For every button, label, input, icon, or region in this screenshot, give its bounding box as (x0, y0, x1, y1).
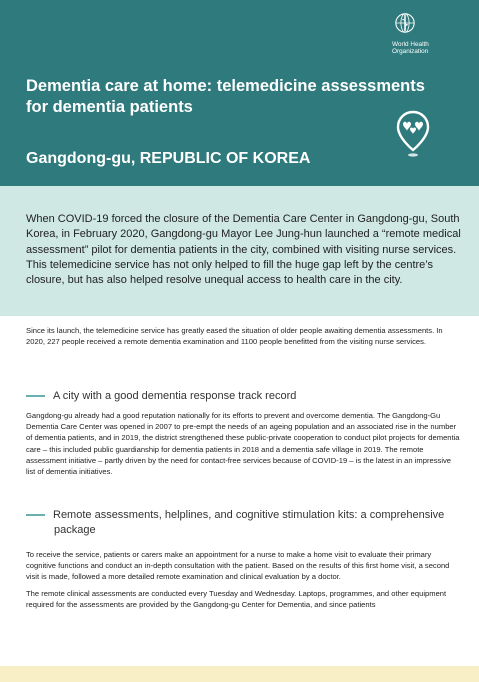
section-heading-track-record (26, 389, 296, 404)
paragraph-clinical-assessments: The remote clinical assessments are conducted every Tuesday and Wednesday. Laptops, programmes, and other equipment required for the assessments are provided by the Gangdong-gu Center for Dementia, and since patients (26, 589, 447, 610)
footer-band (0, 666, 479, 682)
hearts-location-pin-icon (396, 110, 430, 158)
who-logo-line1: World Health (392, 41, 429, 48)
paragraph-launch: Since its launch, the telemedicine service has greatly eased the situation of older people awaiting dementia assessments. In 2020, 227 people received a remote dementia examination and 1100 people benefitted from the visiting nurse services. (26, 326, 443, 347)
section-heading-text-line2: package (54, 523, 96, 536)
page-title: Dementia care at home: telemedicine assessments for dementia patients (26, 77, 425, 116)
who-emblem-icon (394, 12, 416, 34)
header-banner (0, 0, 479, 186)
location-heading: Gangdong-gu, REPUBLIC OF KOREA (26, 150, 311, 167)
paragraph-service-process: To receive the service, patients or carers make an appointment for a nurse to make a home visit to evaluate their primary cognitive functions and conduct an in-depth consultation with the patient. Based on the results of this first home visit, a second visit is made, followed a more detailed remote examination and clinical evaluation by a doctor. (26, 550, 450, 582)
who-logo-text (392, 41, 462, 55)
heading-dash (26, 395, 45, 397)
section-heading-text: Remote assessments, helplines, and cognitive stimulation kits: a comprehensive (53, 509, 445, 521)
heading-dash (26, 514, 45, 516)
who-logo (392, 12, 462, 55)
section-heading-text: A city with a good dementia response track record (53, 390, 297, 402)
section-heading-remote-assessments (26, 508, 446, 537)
paragraph-track-record: Gangdong-gu already had a good reputation nationally for its efforts to prevent and overcome dementia. The Gangdong-Gu Dementia Care Center was opened in 2007 to pre-empt the needs of an ageing population and an associated rise in the number of dementia patients, and in 2019, the district strengthened these public-private cooperation to conduct pilot projects for dementia care – this included public guardianship for dementia patients in 2018 and a dementia safe village in 2019. The remote assessment initiative – partly driven by the need for contact-free services because of COVID-19 – is the latest in an impressive list of dementia initiatives. (26, 411, 460, 477)
intro-text: When COVID-19 forced the closure of the Dementia Care Center in Gangdong-gu, South Korea, in February 2020, Gangdong-gu Mayor Lee Jung-hun launched a “remote medical assessment” pilot for dementia patients in the city, combined with visiting nurse services. This telemedicine service has not only helped to fill the huge gap left by the centre’s closure, but has also helped resolve unequal access to health care in the city. (26, 213, 461, 287)
intro-box (0, 186, 479, 316)
who-logo-line2: Organization (392, 48, 429, 55)
